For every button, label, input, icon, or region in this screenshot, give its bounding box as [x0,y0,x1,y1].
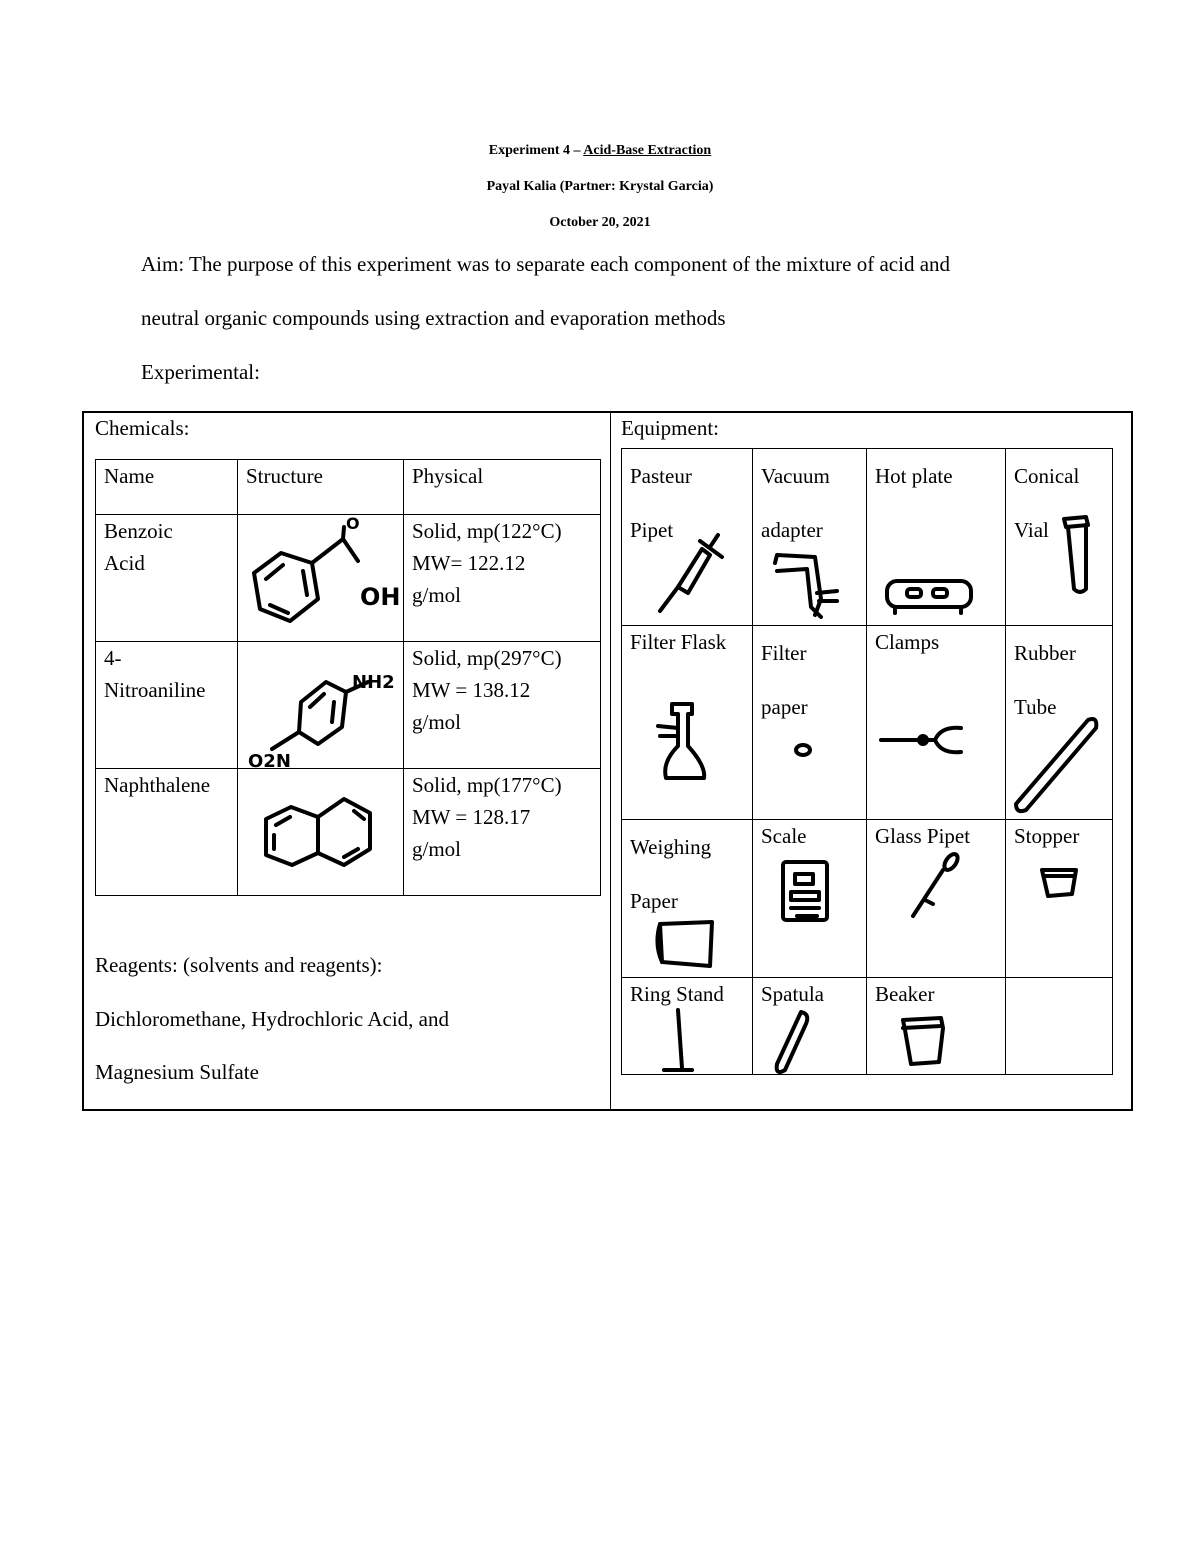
equipment-table [621,448,1113,1075]
header-structure: Structure [238,460,404,515]
naphthalene-structure [246,769,404,896]
nitroaniline-structure [246,642,404,769]
hot-plate-icon [881,573,981,618]
chemicals-label: Chemicals: [95,416,190,440]
filter-paper-icon [789,736,819,766]
reagents-line-2: Magnesium Sulfate [95,1060,259,1084]
scale-icon [777,856,837,928]
pasteur-pipet-icon [650,527,730,617]
title-main: Acid-Base Extraction [583,143,712,158]
benzoic-acid-structure [246,515,404,642]
rubber-tube-icon [1008,712,1108,816]
author-line: Payal Kalia (Partner: Krystal Garcia) [486,179,714,194]
reagents-label: Reagents: (solvents and reagents): [95,953,383,977]
physical-cell: Solid, mp(122°C) MW= 122.12 g/mol [404,515,601,642]
structure-cell [238,769,404,896]
equipment-stopper: Stopper [1006,820,1113,978]
equipment-pasteur-pipet: Pasteur Pipet [622,449,753,626]
structure-cell [238,515,404,642]
chemical-name: Naphthalene [96,769,238,896]
header-physical: Physical [404,460,601,515]
beaker-icon [897,1012,951,1072]
equipment-rubber-tube: Rubber Tube [1006,626,1113,820]
equipment-row [622,626,1113,820]
document-title [0,143,1200,159]
equipment-conical-vial: Conical Vial [1006,449,1113,626]
svg-text:OH: OH [360,583,401,611]
aim-line-1: Aim: The purpose of this experiment was to separate each component of the mixture of acid and [141,252,951,276]
stopper-icon [1036,864,1084,904]
equipment-beaker: Beaker [867,978,1006,1075]
vacuum-adapter-icon [767,549,847,624]
ring-stand-icon [652,1006,702,1075]
table-row [96,515,601,642]
chemical-name: 4- Nitroaniline [96,642,238,769]
equipment-row [622,978,1113,1075]
experimental-label: Experimental: [141,360,260,384]
header-name: Name [96,460,238,515]
equipment-clamps: Clamps [867,626,1006,820]
svg-text:O2N: O2N [248,751,291,769]
clamp-icon [877,718,977,758]
physical-cell: Solid, mp(297°C) MW = 138.12 g/mol [404,642,601,769]
equipment-weighing-paper: Weighing Paper [622,820,753,978]
chemical-name: Benzoic Acid [96,515,238,642]
chemicals-table [95,459,601,896]
equipment-spatula: Spatula [753,978,867,1075]
chemicals-header-row [96,460,601,515]
title-prefix: Experiment 4 – [488,143,581,158]
glass-pipet-icon [907,850,967,925]
reagents-line-1: Dichloromethane, Hydrochloric Acid, and [95,1007,449,1031]
equipment-row [622,449,1113,626]
equipment-row [622,820,1113,978]
equipment-scale: Scale [753,820,867,978]
weighing-paper-icon [652,916,722,972]
aim-line-2: neutral organic compounds using extraction and evaporation methods [141,306,726,330]
svg-text:O: O [346,515,360,533]
structure-cell [238,642,404,769]
table-row [96,769,601,896]
equipment-vacuum-adapter: Vacuum adapter [753,449,867,626]
equipment-filter-paper: Filter paper [753,626,867,820]
equipment-ring-stand: Ring Stand [622,978,753,1075]
date-line: October 20, 2021 [549,215,651,230]
svg-text:NH2: NH2 [352,672,395,693]
equipment-hot-plate: Hot plate [867,449,1006,626]
experimental-table [82,411,1133,1111]
filter-flask-icon [652,696,722,786]
spatula-icon [765,1006,815,1075]
equipment-glass-pipet: Glass Pipet [867,820,1006,978]
equipment-label: Equipment: [621,416,719,440]
conical-vial-icon [1058,511,1098,601]
table-row [96,642,601,769]
column-divider [610,413,611,1109]
equipment-empty-cell [1006,978,1113,1075]
equipment-filter-flask: Filter Flask [622,626,753,820]
physical-cell: Solid, mp(177°C) MW = 128.17 g/mol [404,769,601,896]
